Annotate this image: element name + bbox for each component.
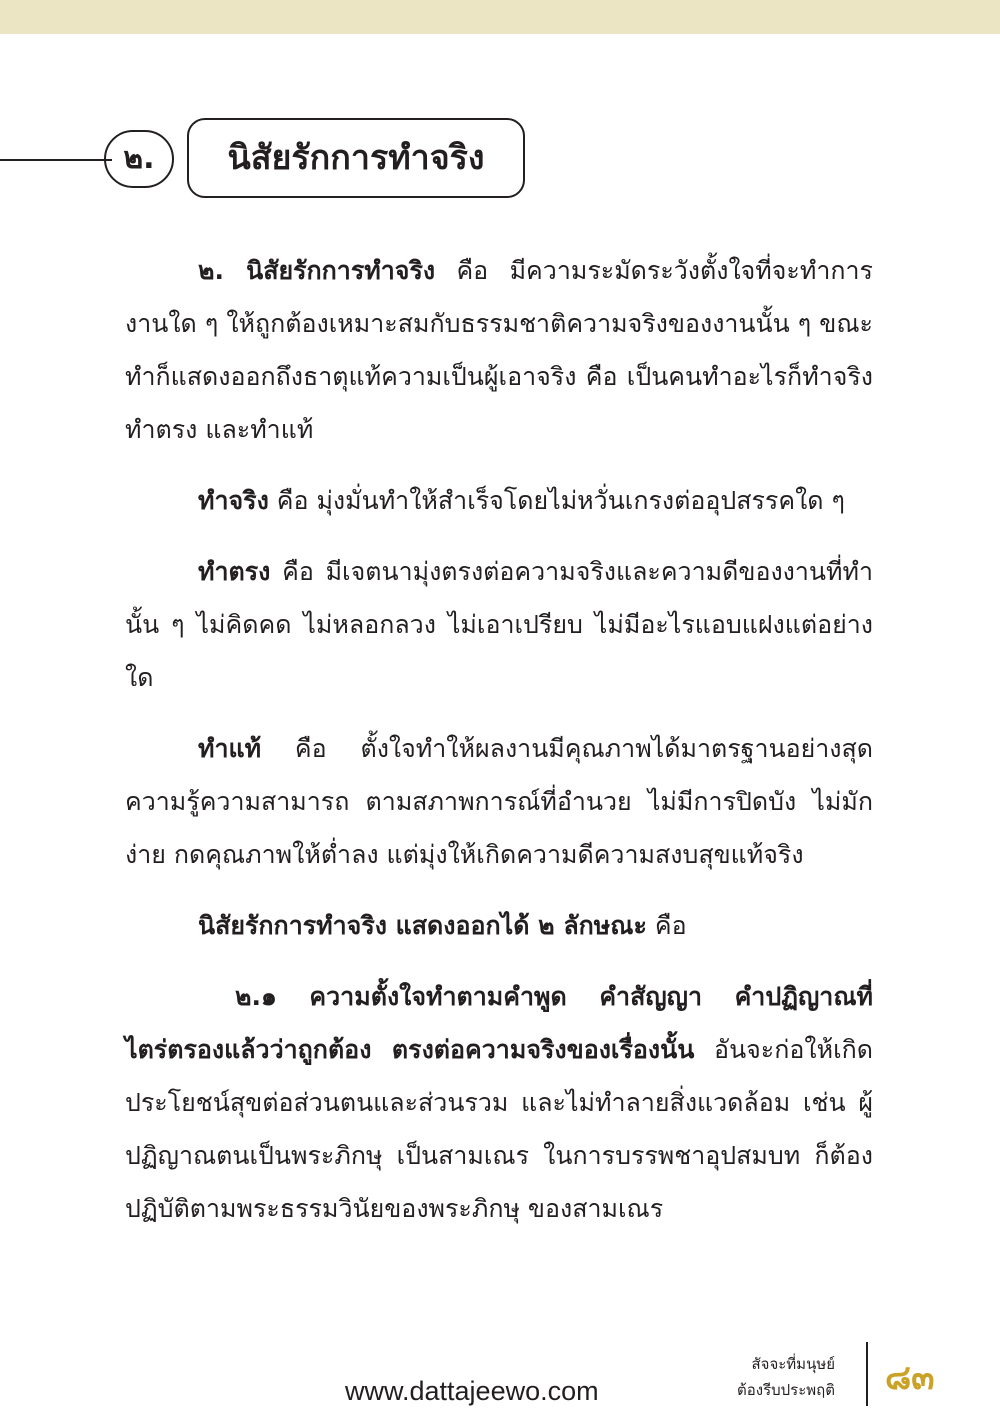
footer-divider [866, 1342, 868, 1406]
section-header-line [0, 159, 112, 161]
paragraph-text: คือ [646, 911, 687, 940]
paragraph-tham-thae [125, 722, 873, 881]
section-title: นิสัยรักการทำจริง [187, 118, 525, 198]
paragraph-text: คือ ตั้งใจทำให้ผลงานมีคุณภาพได้มาตรฐานอย่างสุดความรู้ความสามารถ ตามสภาพการณ์ที่อำนวย ไม่มีการปิดบัง ไม่มักง่าย กดคุณภาพให้ต่ำลง แต่มุ่งให้เกิดความดีความสงบสุขแท้จริง [125, 734, 873, 869]
book-title [690, 1351, 835, 1403]
term-label: ทำแท้ [198, 734, 262, 763]
page-number: ๘๓ [885, 1358, 935, 1398]
paragraph-definition [125, 244, 873, 456]
paragraph-text: อันจะก่อให้เกิดประโยชน์สุขต่อส่วนตนและส่วนรวม และไม่ทำลายสิ่งแวดล้อม เช่น ผู้ปฏิญาณตนเป็นพระภิกษุ เป็นสามเณร ในการบรรพชาอุปสมบท ก็ต้องปฏิบัติตามพระธรรมวินัยของพระภิกษุ ของสามเณร [125, 1035, 873, 1223]
paragraph-tham-trong [125, 545, 873, 704]
paragraph-heading: ๒. นิสัยรักการทำจริง [198, 256, 436, 285]
top-decorative-band [0, 0, 1000, 34]
section-number-badge: ๒. [104, 130, 174, 188]
paragraph-tham-jing [125, 474, 873, 527]
term-label: ทำตรง [198, 557, 271, 586]
paragraph-text: คือ มุ่งมั่นทำให้สำเร็จโดยไม่หวั่นเกรงต่ออุปสรรคใด ๆ [268, 486, 845, 515]
term-label: ทำจริง [198, 486, 269, 515]
paragraph-text: คือ มีเจตนามุ่งตรงต่อความจริงและความดีของงานที่ทำนั้น ๆ ไม่คิดคด ไม่หลอกลวง ไม่เอาเปรียบ ไม่มีอะไรแอบแฝงแต่อย่างใด [125, 557, 873, 692]
paragraph-text: คือ มีความระมัดระวังตั้งใจที่จะทำการงานใด ๆ ให้ถูกต้องเหมาะสมกับธรรมชาติความจริงของงานนั้น ๆ ขณะทำก็แสดงออกถึงธาตุแท้ความเป็นผู้เอาจริง คือ เป็นคนทำอะไรก็ทำจริง ทำตรง และทำแท้ [125, 256, 873, 444]
paragraph-heading: นิสัยรักการทำจริง แสดงออกได้ ๒ ลักษณะ [198, 911, 647, 940]
website-url: www.dattajeewo.com [345, 1376, 599, 1406]
book-title-line-2: ต้องรีบประพฤติ [737, 1381, 835, 1399]
paragraph-two-characteristics [125, 899, 873, 952]
body-text [125, 244, 873, 1235]
paragraph-subsection-2-1 [125, 970, 873, 1235]
subsection-heading: ๒.๑ ความตั้งใจทำตามคำพูด คำสัญญา คำปฏิญาณที่ไตร่ตรองแล้วว่าถูกต้อง ตรงต่อความจริงของเรื่องนั้น [125, 982, 873, 1064]
book-title-line-1: สัจจะที่มนุษย์ [751, 1355, 835, 1373]
